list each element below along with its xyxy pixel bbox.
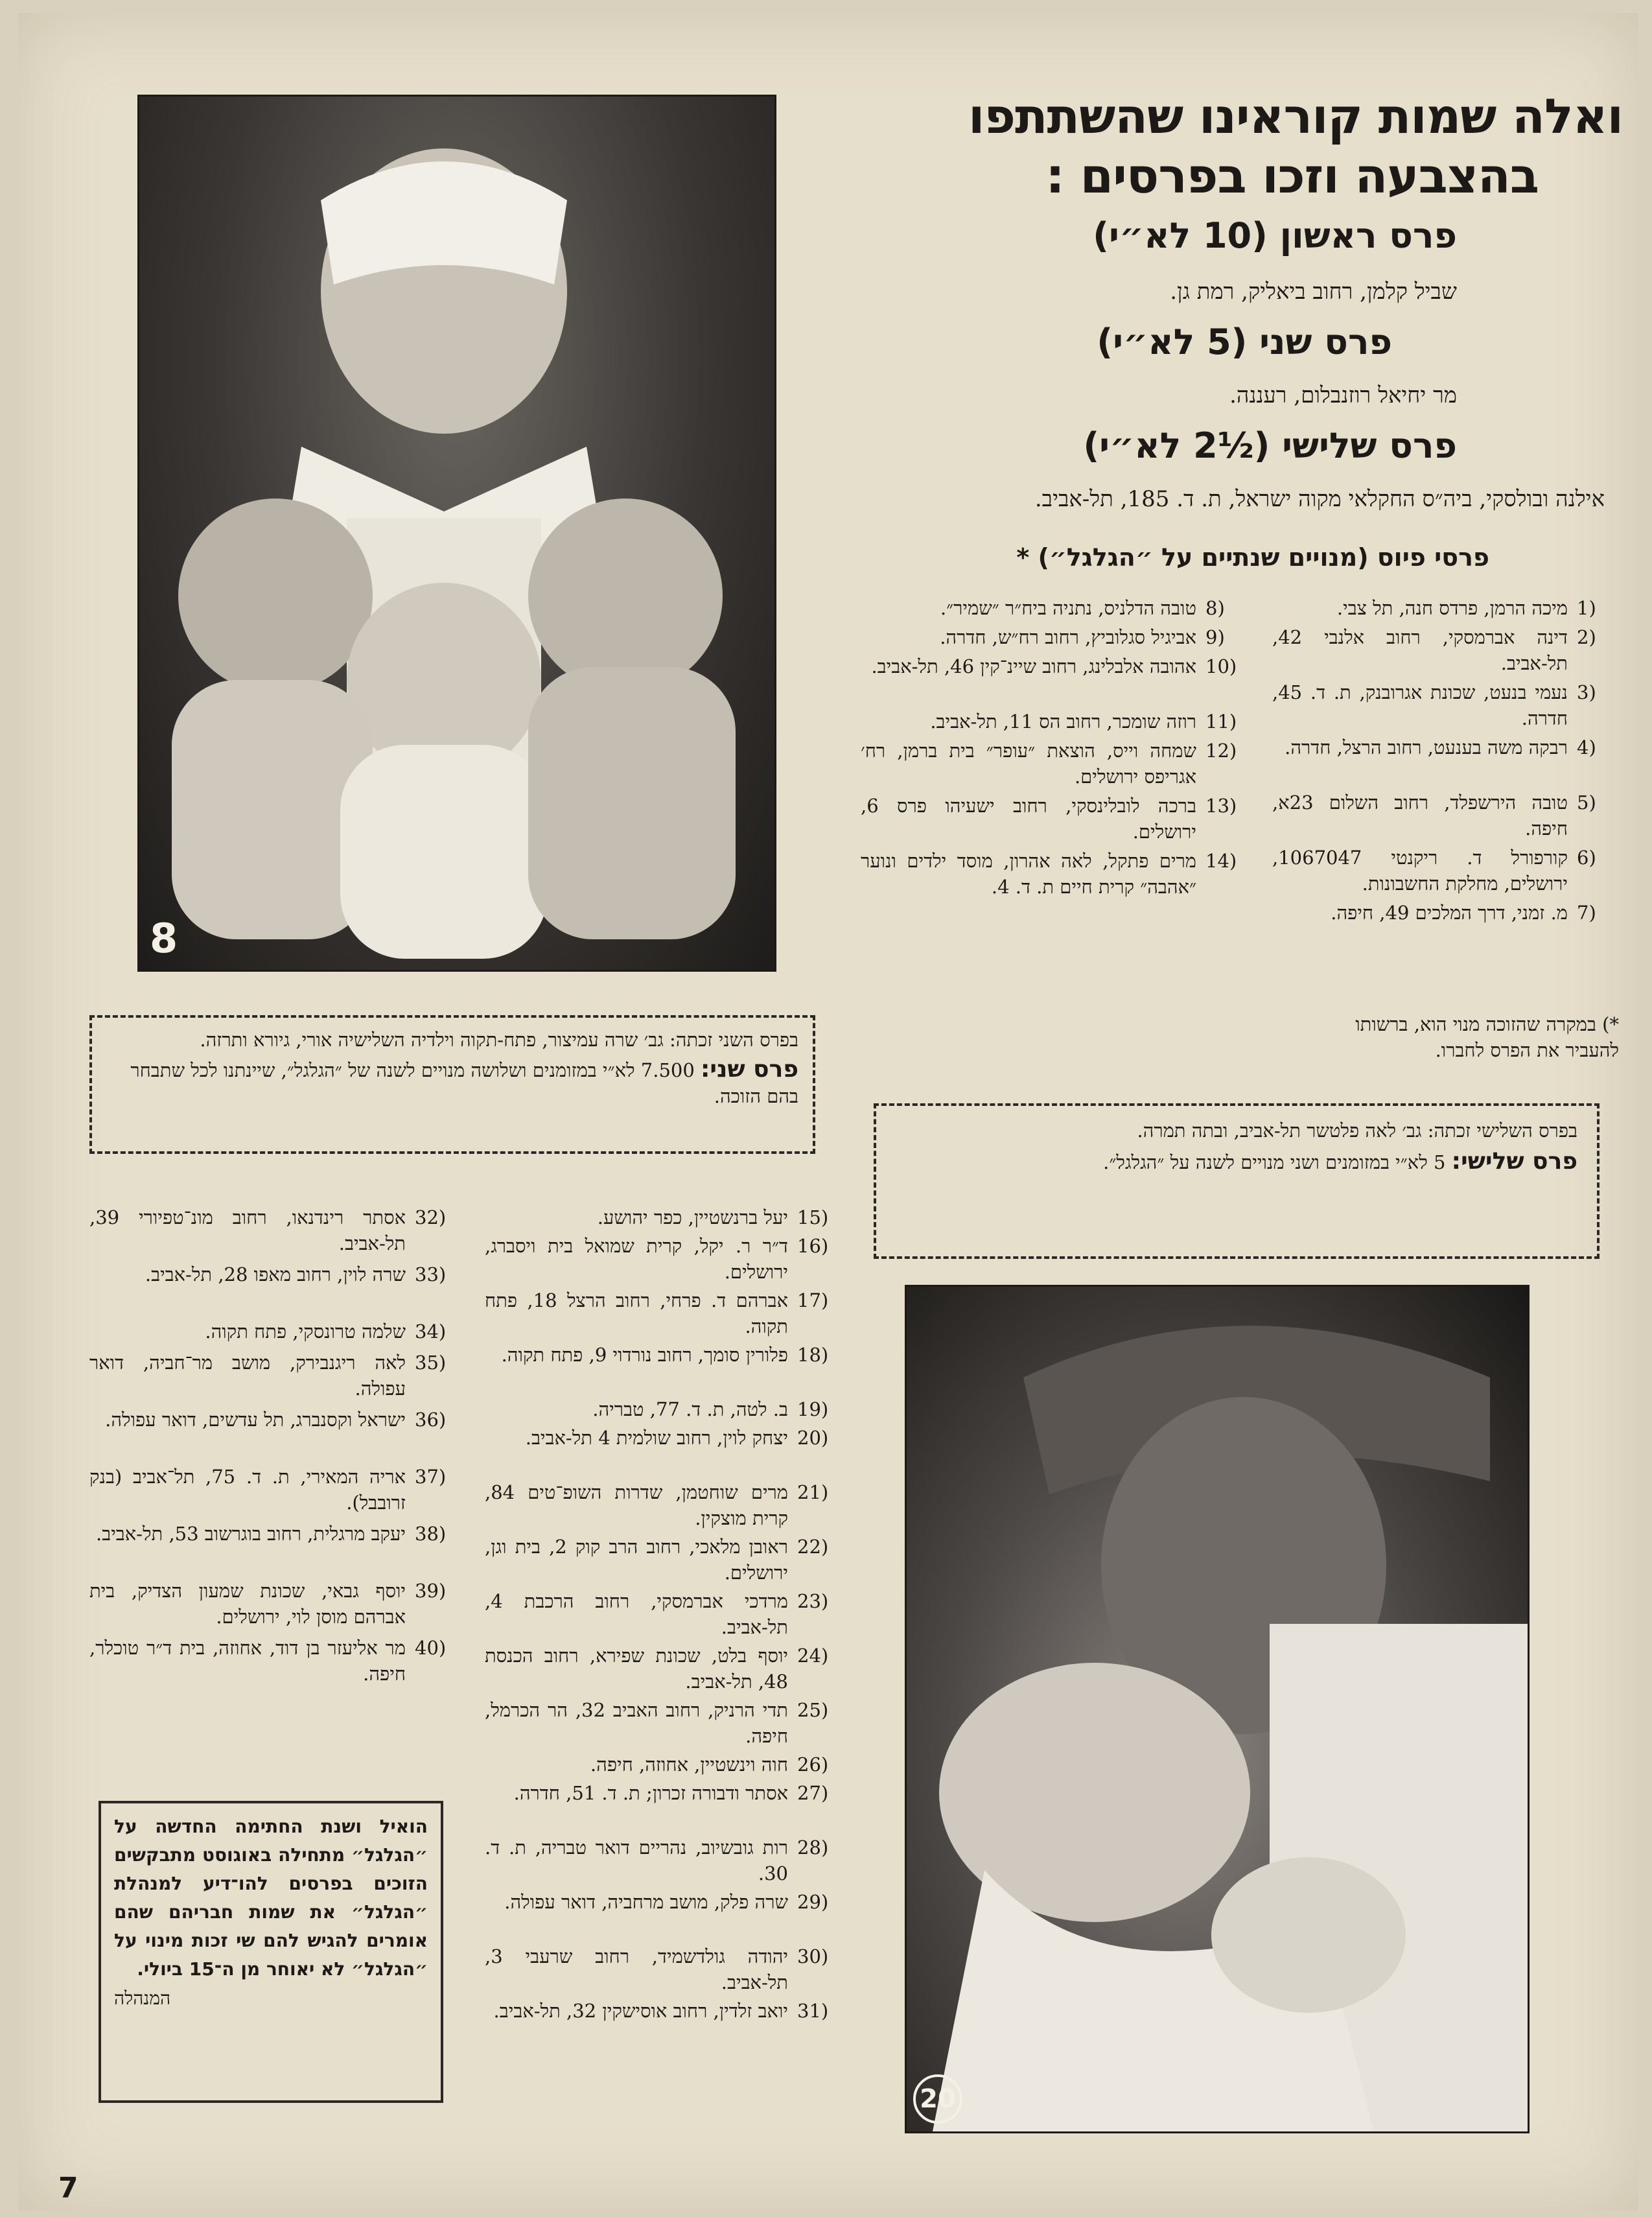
list-item-text: ב. לטה, ת. ד. 77, טבריה.: [592, 1398, 788, 1420]
list-item-text: טובה הירשפלד, רחוב השלום 23א, חיפה.: [1272, 792, 1568, 839]
third-prize-winner: אילנה ובולסקי, ביה״ס החקלאי מקוה ישראל, ת. ד. 185, תל-אביב.: [1034, 486, 1605, 512]
list-item-number: (33: [415, 1263, 447, 1285]
list-item-number: (24: [797, 1645, 829, 1667]
list-item-number: (40: [415, 1637, 447, 1659]
first-prize-winner: שביל קלמן, רחוב ביאליק, רמת גן.: [1170, 279, 1457, 305]
second-prize-box-text: בפרס השני זכתה: גב׳ שרה עמיצור, פתח-תקוה וילדיה השלישיה אורי, גיורא ותרזה.: [200, 1029, 798, 1051]
list-item-text: ברכה לובלינסקי, רחוב ישעיהו פרס 6, ירושלים.: [861, 795, 1196, 843]
winners-list-middle: [485, 1204, 835, 2138]
list-item-number: (19: [797, 1398, 829, 1420]
list-item-number: (38: [415, 1523, 447, 1545]
list-item-number: (34: [415, 1320, 447, 1343]
list-item-text: מיכה הרמן, פרדס חנה, תל צבי.: [1336, 597, 1568, 619]
photo-illustration: [139, 97, 774, 970]
list-item-text: יוסף בלט, שכונת שפירא, רחוב הכנסת 48, תל-אביב.: [485, 1645, 788, 1693]
list-item-text: יצחק לוין, רחוב שולמית 4 תל-אביב.: [525, 1427, 788, 1449]
winners-list-left: [89, 1204, 452, 1788]
second-prize-box: [89, 1015, 815, 1154]
photo-mother-with-baby: [905, 1285, 1530, 2133]
list-item-number: (29: [797, 1891, 829, 1913]
subscription-notice-text: הואיל ושנת החתימה החדשה על ״הגלגל״ מתחילה באוגוסט מתבקשים הזוכים בפרסים להו־דיע למנהלת ״הגלגל״ את שמות חבריהם שהם אומרים להגיש להם שי זכות מינוי על ״הגלגל״ לא יאוחר מן ה־15 ביולי.: [114, 1816, 428, 1980]
list-item-text: מרדכי אברמסקי, רחוב הרכבת 4, תל-אביב.: [485, 1590, 788, 1638]
headline-line-1: ואלה שמות קוראינו שהשתתפו: [968, 89, 1623, 145]
list-item-text: חוה וינשטיין, אחוזה, חיפה.: [590, 1754, 788, 1776]
list-item-text: רוזה שומכר, רחוב הס 11, תל-אביב.: [930, 710, 1196, 733]
list-item-text: שמחה וייס, הוצאת ״עופר״ בית ברמן, רח׳ אגריפס ירושלים.: [861, 740, 1196, 788]
list-item-text: יוסף גבאי, שכונת שמעון הצדיק, בית אברהם מוסן לוי, ירושלים.: [89, 1580, 406, 1628]
list-item-text: ד״ר ר. יקל, קרית שמואל בית ויסברג, ירושלים.: [485, 1235, 788, 1283]
list-item-text: נעמי בנעט, שכונת אגרובנק, ת. ד. 45, חדרה.: [1272, 681, 1568, 729]
third-prize-title: פרס שלישי (½2 לא״י): [1083, 425, 1457, 466]
list-item-number: (10: [1205, 655, 1237, 677]
list-item-number: (37: [415, 1466, 447, 1488]
list-item-number: (13: [1205, 795, 1237, 817]
list-item-number: (3: [1577, 681, 1596, 703]
list-item-number: (18: [797, 1344, 829, 1366]
list-item-text: ישראל וקסנברג, תל עדשים, דואר עפולה.: [105, 1409, 406, 1431]
list-item-number: (22: [797, 1536, 829, 1558]
list-item-text: יעל ברנשטיין, כפר יהושע.: [597, 1206, 788, 1228]
first-prize-title: פרס ראשון (10 לא״י): [1093, 215, 1457, 256]
list-item-text: שרה פלק, מושב מרחביה, דואר עפולה.: [504, 1891, 788, 1913]
list-item-text: רבקה משה בענעט, רחוב הרצל, חדרה.: [1285, 736, 1568, 758]
list-item-number: (26: [797, 1754, 829, 1776]
list-item-number: (36: [415, 1409, 447, 1431]
consolation-prizes-title: פרסי פיוס (מנויים שנתיים על ״הגלגל״) *: [1016, 543, 1489, 572]
consolation-footnote: *) במקרה שהזוכה מנוי הוא, ברשותו להעביר את הפרס לחברו.: [1355, 1013, 1619, 1061]
list-item-number: (32: [415, 1206, 447, 1228]
list-item-number: (28: [797, 1836, 829, 1859]
photo-number: 8: [150, 915, 178, 962]
list-item-number: (27: [797, 1782, 829, 1804]
list-item-text: אסתר רינדנאו, רחוב מונ־טפיורי 39, תל-אביב.: [89, 1206, 406, 1254]
list-item-number: (11: [1205, 710, 1237, 733]
third-prize-box-text: בפרס השלישי זכתה: גב׳ לאה פלטשר תל-אביב, ובתה תמרה.: [1137, 1120, 1577, 1142]
second-prize-box-details: [106, 1057, 798, 1109]
list-item-text: תדי הרניק, רחוב האביב 32, הר הכרמל, חיפה.: [485, 1699, 788, 1747]
consolation-list-right: [1272, 595, 1614, 1010]
list-item-text: ראובן מלאכי, רחוב הרב קוק 2, בית וגן, ירושלים.: [485, 1536, 788, 1584]
list-item-text: אהובה אלבלינג, רחוב שיינ־קין 46, תל-אביב.: [871, 655, 1196, 677]
second-prize-title: פרס שני (5 לא״י): [1097, 322, 1392, 362]
list-item-number: (21: [797, 1481, 829, 1503]
list-item-number: (25: [797, 1699, 829, 1721]
list-item-number: (35: [415, 1352, 447, 1374]
photo-illustration: [907, 1287, 1528, 2131]
list-item-number: (14: [1205, 850, 1237, 872]
list-item-text: מ. זמני, דרך המלכים 49, חיפה.: [1331, 902, 1568, 924]
list-item-text: מר אליעזר בן דוד, אחוזה, בית ד״ר טוכלר, חיפה.: [89, 1637, 406, 1685]
list-item-text: יהודה גולדשמיד, רחוב שרעבי 3, תל-אביב.: [485, 1945, 788, 1993]
list-item-text: רות גובשיוב, נהריים דואר טבריה, ת. ד. 30.: [485, 1836, 788, 1884]
list-item-number: (7: [1577, 902, 1596, 924]
list-item-text: מרים שוחטמן, שדרות השופ־טים 84, קרית מוצקין.: [485, 1481, 788, 1529]
list-item-number: (1: [1577, 597, 1596, 619]
third-prize-box: [874, 1103, 1600, 1259]
second-prize-box-label: פרס שני:: [701, 1056, 798, 1083]
list-item-number: (8: [1205, 597, 1225, 619]
photo-number: 20: [913, 2074, 962, 2124]
list-item-text: שלמה טרונסקי, פתח תקוה.: [205, 1320, 406, 1343]
list-item-text: שרה לוין, רחוב מאפו 28, תל-אביב.: [145, 1263, 406, 1285]
list-item-text: פלורין סומך, רחוב נורדוי 9, פתח תקוה.: [501, 1344, 788, 1366]
list-item-number: (15: [797, 1206, 829, 1228]
list-item-number: (9: [1205, 626, 1225, 648]
third-prize-box-label: פרס שלישי:: [1451, 1148, 1577, 1175]
third-prize-box-details: [896, 1149, 1577, 1175]
list-item-text: מרים פתקל, לאה אהרון, מוסד ילדים ונוער ״אהבה״ קרית חיים ת. ד. 4.: [861, 850, 1196, 898]
list-item-text: לאה ריגנבירק, מושב מר־חביה, דואר עפולה.: [89, 1352, 406, 1400]
list-item-number: (23: [797, 1590, 829, 1612]
magazine-page: [18, 13, 1638, 2211]
list-item-text: אסתר ודבורה זכרון; ת. ד. 51, חדרה.: [513, 1782, 788, 1804]
list-item-number: (20: [797, 1427, 829, 1449]
list-item-text: דינה אברמסקי, רחוב אלנבי 42, תל-אביב.: [1272, 626, 1568, 674]
subscription-notice-box: [99, 1801, 443, 2103]
list-item-text: יואב זלדין, רחוב אוסישקין 32, תל-אביב.: [493, 2000, 788, 2022]
list-item-number: (17: [797, 1289, 829, 1311]
photo-nurse-with-triplets: [137, 95, 776, 972]
notice-signature: המנהלה: [114, 1988, 171, 2009]
list-item-number: (39: [415, 1580, 447, 1602]
consolation-list-left: [861, 595, 1243, 1075]
list-item-number: (31: [797, 2000, 829, 2022]
list-item-number: (12: [1205, 740, 1237, 762]
list-item-number: (2: [1577, 626, 1596, 648]
list-item-number: (5: [1577, 792, 1596, 814]
list-item-text: אביגיל סגלוביץ, רחוב רח״ש, חדרה.: [940, 626, 1196, 648]
list-item-number: (16: [797, 1235, 829, 1257]
list-item-text: יעקב מרגלית, רחוב בוגרשוב 53, תל-אביב.: [96, 1523, 406, 1545]
page-headline: [793, 87, 1623, 206]
list-item-text: אברהם ד. פרחי, רחוב הרצל 18, פתח תקוה.: [485, 1289, 788, 1337]
page-number: 7: [58, 2172, 78, 2205]
second-prize-box-prize: 7.500 לא״י במזומנים ושלושה מנויים לשנה של ״הגלגל״, שיינתנו לכל שתבחר בהם הזוכה.: [130, 1059, 798, 1107]
headline-line-2: בהצבעה וזכו בפרסים :: [1045, 148, 1539, 204]
third-prize-box-prize: 5 לא״י במזומנים ושני מנויים לשנה על ״הגלגל״.: [1103, 1151, 1446, 1173]
list-item-number: (30: [797, 1945, 829, 1967]
list-item-text: טובה הדלניס, נתניה ביח״ר ״שמיר״.: [940, 597, 1196, 619]
list-item-text: אריה המאירי, ת. ד. 75, תל־אביב (בנק זרובבל).: [89, 1466, 406, 1514]
list-item-number: (4: [1577, 736, 1596, 758]
list-item-text: קורפורל ד. ריקנטי 1067047, ירושלים, מחלקת החשבונות.: [1272, 847, 1568, 895]
list-item-number: (6: [1577, 847, 1596, 869]
second-prize-winner: מר יחיאל רוזנבלום, רעננה.: [1229, 382, 1457, 408]
